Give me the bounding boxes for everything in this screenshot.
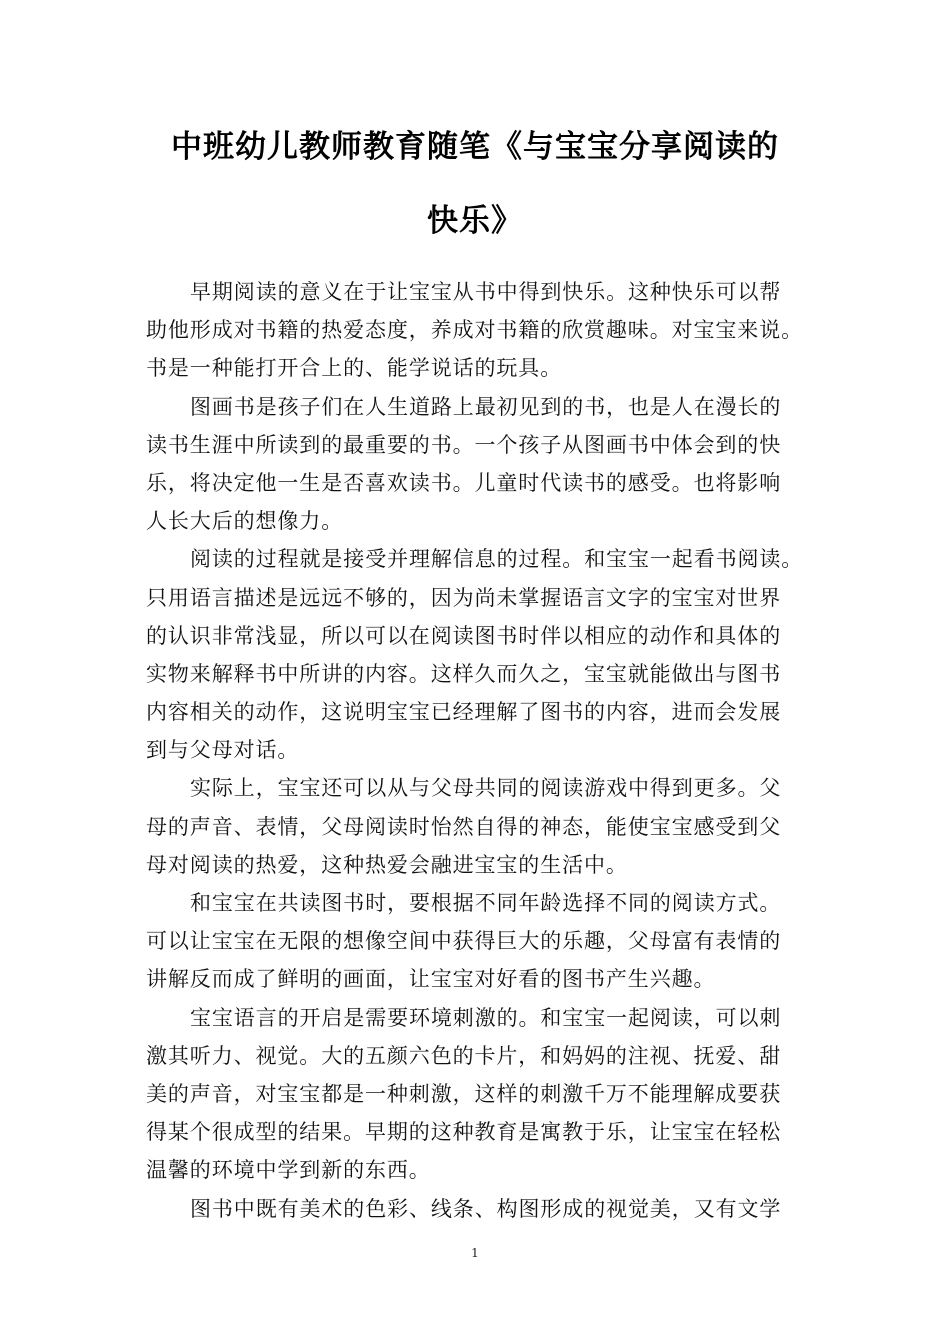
text-line: 得某个很成型的结果。早期的这种教育是寓教于乐，让宝宝在轻松	[146, 1120, 782, 1145]
text-line: 助他形成对书籍的热爱态度，养成对书籍的欣赏趣味。对宝宝来说。	[146, 318, 803, 343]
text-line: 阅读的过程就是接受并理解信息的过程。和宝宝一起看书阅读。	[190, 547, 804, 572]
paragraph-7	[146, 1190, 826, 1228]
paragraph-1	[146, 273, 826, 388]
text-line: 和宝宝在共读图书时，要根据不同年龄选择不同的阅读方式。	[190, 891, 782, 915]
document-title-line-2: 快乐》	[427, 203, 523, 239]
text-line: 内容相关的动作，这说明宝宝已经理解了图书的内容，进而会发展	[146, 700, 782, 725]
text-line: 激其听力、视觉。大的五颜六色的卡片，和妈妈的注视、抚爱、甜	[146, 1043, 782, 1068]
text-line: 的认识非常浅显，所以可以在阅读图书时伴以相应的动作和具体的	[146, 623, 782, 648]
text-line: 母的声音、表情，父母阅读时怡然自得的神态，能使宝宝感受到父	[146, 814, 782, 839]
document-body	[146, 273, 826, 1228]
paragraph-2	[146, 388, 826, 541]
text-line: 温馨的环境中学到新的东西。	[146, 1158, 431, 1183]
text-line: 讲解反而成了鲜明的画面，让宝宝对好看的图书产生兴趣。	[146, 967, 716, 992]
text-line: 乐，将决定他一生是否喜欢读书。儿童时代读书的感受。也将影响	[146, 470, 782, 495]
text-line: 实物来解释书中所讲的内容。这样久而久之，宝宝就能做出与图书	[146, 661, 782, 686]
text-line: 可以让宝宝在无限的想像空间中获得巨大的乐趣，父母富有表情的	[146, 929, 782, 954]
text-line: 图画书是孩子们在人生道路上最初见到的书，也是人在漫长的	[190, 394, 782, 419]
page-number: 1	[471, 1246, 479, 1260]
text-line: 宝宝语言的开启是需要环境刺激的。和宝宝一起阅读，可以刺	[190, 1005, 782, 1030]
paragraph-6	[146, 999, 826, 1190]
text-line: 读书生涯中所读到的最重要的书。一个孩子从图画书中体会到的快	[146, 432, 782, 457]
paragraph-4	[146, 769, 826, 884]
text-line: 图书中既有美术的色彩、线条、构图形成的视觉美，又有文学	[190, 1196, 782, 1221]
text-line: 到与父母对话。	[146, 738, 300, 763]
text-line: 早期阅读的意义在于让宝宝从书中得到快乐。这种快乐可以帮	[190, 280, 782, 304]
text-line: 人长大后的想像力。	[146, 509, 344, 534]
paragraph-3	[146, 540, 826, 769]
text-line: 书是一种能打开合上的、能学说话的玩具。	[146, 356, 563, 381]
text-line: 母对阅读的热爱，这种热爱会融进宝宝的生活中。	[146, 852, 628, 877]
text-line: 实际上，宝宝还可以从与父母共同的阅读游戏中得到更多。父	[190, 776, 782, 801]
paragraph-5	[146, 884, 826, 999]
text-line: 只用语言描述是远远不够的，因为尚未掌握语言文字的宝宝对世界	[146, 585, 782, 610]
text-line: 美的声音，对宝宝都是一种刺激，这样的刺激千万不能理解成要获	[146, 1081, 782, 1106]
document-title-line-1: 中班幼儿教师教育随笔《与宝宝分享阅读的	[171, 129, 779, 165]
